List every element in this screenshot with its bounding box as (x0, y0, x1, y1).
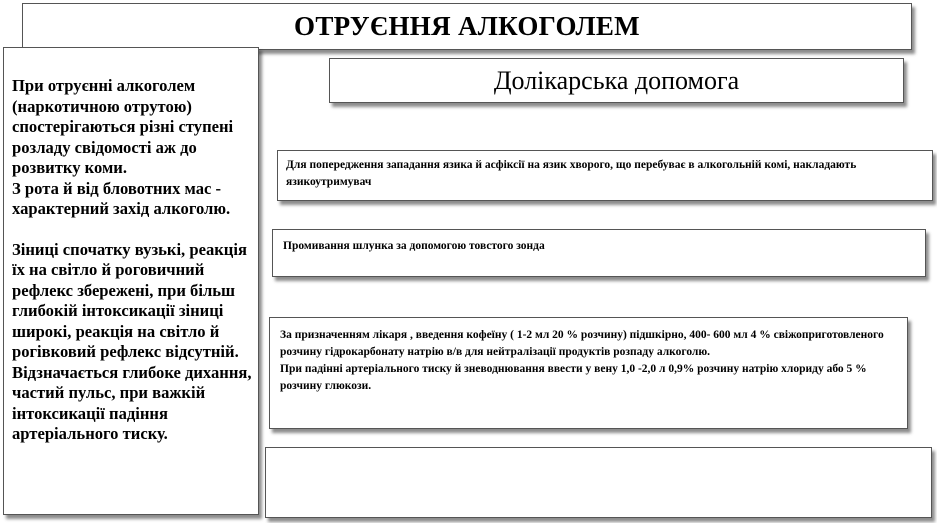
symptoms-paragraph-breathing: Відзначається глибоке дихання, частий пульс, при важкій інтоксикації падіння артеріального тиску. (12, 362, 252, 443)
page-title: ОТРУЄННЯ АЛКОГОЛЕМ (294, 11, 640, 41)
first-aid-step-lavage (272, 229, 926, 277)
section-subtitle: Долікарська допомога (493, 65, 740, 95)
symptoms-box (3, 47, 259, 515)
subtitle-box (329, 58, 904, 103)
symptoms-paragraph-odor: З рота й від бловотних мас - характерний захід алкоголю. (12, 178, 231, 218)
step-text-infusion: При падінні артеріального тиску й зневоднювання ввести у вену 1,0 -2,0 л 0,9% розчину натрію хлориду або 5 % розчину глюкози. (280, 363, 867, 392)
first-aid-step-tongue (277, 150, 933, 201)
symptoms-paragraph-pupils: Зіниці спочатку вузькі, реакція їх на світло й роговичний рефлекс збережені, при більш глибокій інтоксикації зіниці широкі, реакція на світло й рогівковий рефлекс відсутній. (12, 239, 247, 361)
empty-step-box (265, 447, 932, 518)
title-box (22, 3, 912, 50)
first-aid-step-medication (269, 317, 908, 429)
symptoms-paragraph-consciousness: При отруєнні алкоголем (наркотичною отрутою) спостерігаються різні ступені розладу свідомості аж до розвитку коми. (12, 76, 234, 177)
step-text: Для попередження западання язика й асфіксії на язик хворого, що перебуває в алкогольній комі, накладають язикоутримувач (286, 159, 857, 188)
paragraph-gap (12, 220, 252, 240)
step-text: Промивання шлунка за допомогою товстого зонда (283, 240, 545, 252)
step-text-caffeine: За призначенням лікаря , введення кофеїну ( 1-2 мл 20 % розчину) підшкірно, 400- 600 мл 4 % свіжоприготовленого розчину гідрокарбонату натрію в/в для нейтралізації продуктів розпаду алкоголю. (280, 329, 884, 358)
